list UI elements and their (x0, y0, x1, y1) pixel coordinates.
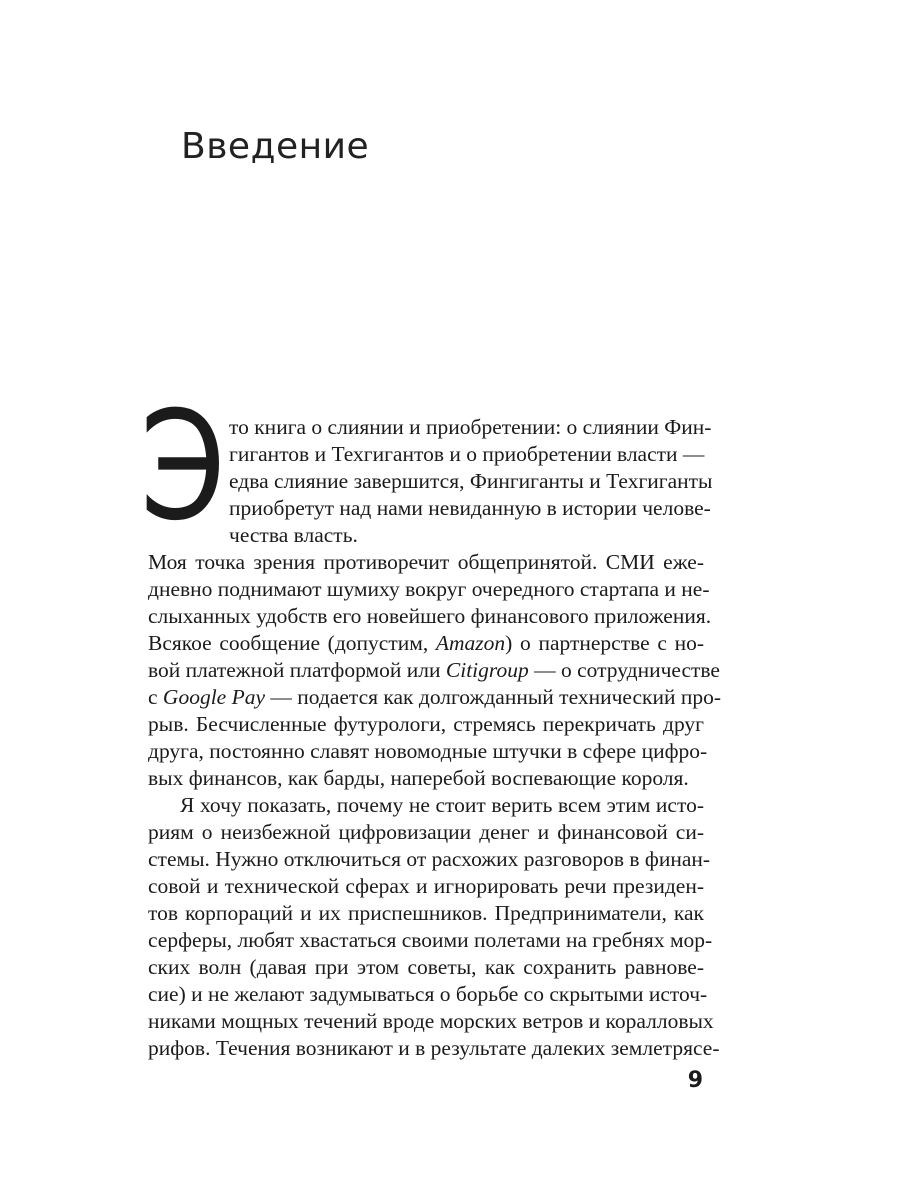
text-run: Всякое сообщение (допустим, (148, 631, 436, 655)
text-line: ских волн (давая при этом советы, как сохранить равнове- (148, 955, 704, 979)
text-line: слыханных удобств его новейшего финансового приложения. (148, 604, 712, 628)
text-line: едва слияние завершится, Фингиганты и Техгиганты (229, 469, 713, 493)
text-line (148, 684, 722, 710)
text-line: гигантов и Техгигантов и о приобретении власти — (229, 442, 705, 466)
text-line: никами мощных течений вроде морских ветров и коралловых (148, 1009, 714, 1033)
text-line: приобретут над нами невиданную в истории челове- (229, 496, 711, 520)
text-run: с (148, 685, 163, 709)
text-run: вой платежной платформой или (148, 658, 446, 682)
text-run: — подается как долгожданный технический про- (265, 685, 722, 709)
text-line: Моя точка зрения противоречит общепринятой. СМИ еже- (148, 550, 704, 574)
text-line (148, 630, 704, 656)
text-line: рифов. Течения возникают и в результате далеких землетрясе- (148, 1036, 720, 1060)
italic-company-name: Amazon (435, 631, 506, 655)
page-number: 9 (687, 1068, 703, 1093)
text-line: рыв. Бесчисленные футурологи, стремясь перекричать друг (148, 712, 704, 736)
italic-product-name: Google Pay (162, 685, 266, 709)
text-line: то книга о слиянии и приобретении: о слиянии Фин- (229, 415, 712, 439)
text-line: тов корпораций и их приспешников. Предприниматели, как (148, 901, 704, 925)
chapter-title: Введение (181, 126, 370, 167)
text-line: серферы, любят хвастаться своими полетами на гребнях мор- (148, 928, 713, 952)
text-line: риям о неизбежной цифровизации денег и финансовой си- (148, 820, 704, 844)
text-line (148, 657, 720, 683)
text-line: вых финансов, как барды, наперебой воспевающие короля. (148, 766, 689, 790)
text-line: дневно поднимают шумиху вокруг очередного стартапа и не- (148, 577, 710, 601)
text-line: друга, постоянно славят новомодные штучки в сфере цифро- (148, 739, 708, 763)
text-line: Я хочу показать, почему не стоит верить всем этим исто- (180, 793, 704, 817)
italic-company-name: Citigroup (445, 658, 529, 682)
text-line: сие) и не желают задумываться о борьбе со скрытыми источ- (148, 982, 708, 1006)
text-run: ) о партнерстве с но- (505, 631, 704, 655)
text-line: стемы. Нужно отключиться от расхожих разговоров в финан- (148, 847, 711, 871)
text-line: чества власть. (229, 523, 358, 547)
text-run: — о сотрудничестве (528, 658, 720, 682)
drop-cap-letter: Э (140, 380, 226, 554)
text-line: совой и технической сферах и игнорировать речи президен- (148, 874, 704, 898)
